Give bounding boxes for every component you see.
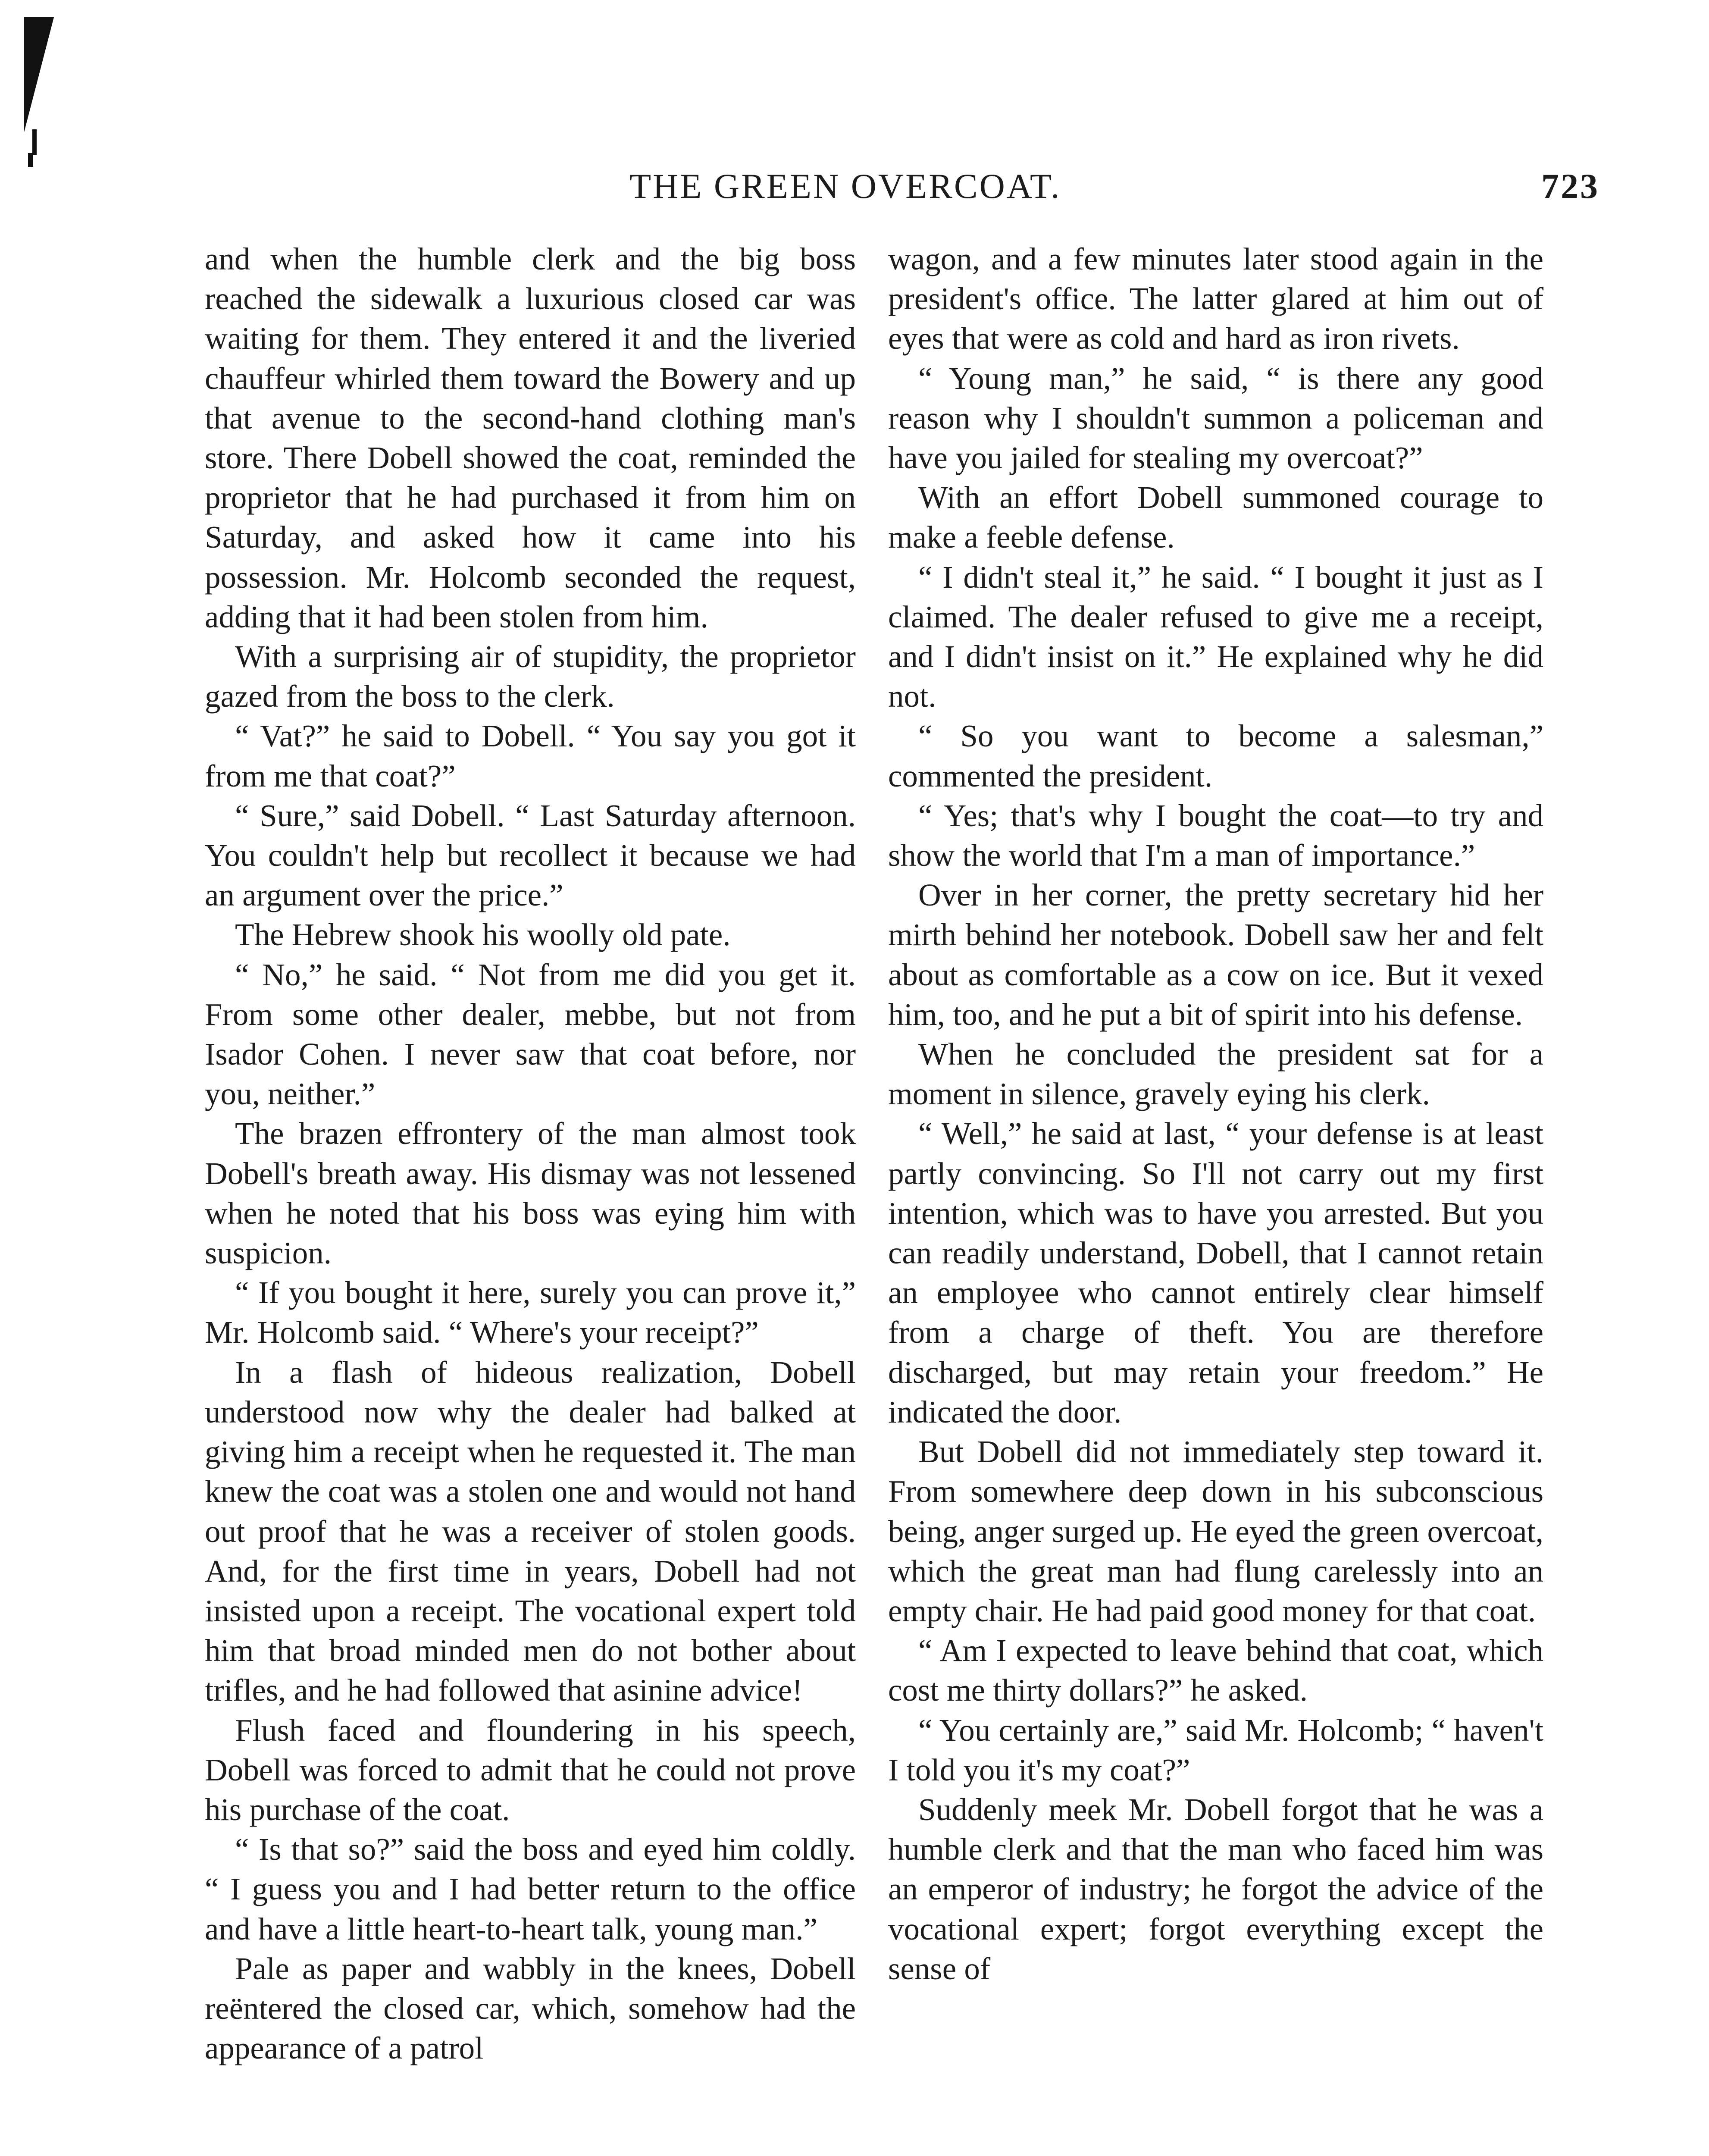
paragraph: “ So you want to become a salesman,” commented the president. bbox=[888, 718, 1543, 793]
paragraph: Pale as paper and wabbly in the knees, Dobell reëntered the closed car, which, somehow had the appearance of a patrol bbox=[205, 1951, 856, 2066]
paragraph: “ I didn't steal it,” he said. “ I bought it just as I claimed. The dealer refused to give me a receipt, and I didn't insist on it.” He explained why he did not. bbox=[888, 559, 1543, 714]
paragraph: “ Is that so?” said the boss and eyed him coldly. “ I guess you and I had better return to the office and have a little heart-to-heart talk, young man.” bbox=[205, 1832, 856, 1946]
paragraph: With an effort Dobell summoned courage to make a feeble defense. bbox=[888, 480, 1543, 555]
paragraph: “ Yes; that's why I bought the coat—to try and show the world that I'm a man of importance.” bbox=[888, 798, 1543, 873]
paragraph: The brazen effrontery of the man almost took Dobell's breath away. His dismay was not lessened when he noted that his boss was eying him with suspicion. bbox=[205, 1116, 856, 1271]
paragraph: But Dobell did not immediately step toward it. From somewhere deep down in his subconscious being, anger surged up. He eyed the green overcoat, which the great man had flung carelessly into an empty chair. He had paid good money for that coat. bbox=[888, 1434, 1543, 1628]
running-title: THE GREEN OVERCOAT. bbox=[629, 166, 1061, 206]
scan-edge-mark bbox=[32, 129, 37, 155]
paragraph: “ Young man,” he said, “ is there any good reason why I shouldn't summon a policeman and have you jailed for stealing my overcoat?” bbox=[888, 360, 1543, 476]
paragraph: Over in her corner, the pretty secretary hid her mirth behind her notebook. Dobell saw her and felt about as comfortable as a cow on ice. But it vexed him, too, and he put a bit of spirit into his defense. bbox=[888, 877, 1543, 1032]
paragraph: “ Sure,” said Dobell. “ Last Saturday afternoon. You couldn't help but recollect it because we had an argument over the price.” bbox=[205, 798, 856, 913]
right-column bbox=[888, 239, 1543, 1989]
paragraph: With a surprising air of stupidity, the proprietor gazed from the boss to the clerk. bbox=[205, 639, 856, 714]
paragraph: “ Well,” he said at last, “ your defense is at least partly convincing. So I'll not carry out my first intention, which was to have you arrested. But you can readily understand, Dobell, that I cannot retain an employee who cannot entirely clear himself from a charge of theft. You are therefore discharged, but may retain your freedom.” He indicated the door. bbox=[888, 1116, 1543, 1429]
paragraph: The Hebrew shook his woolly old pate. bbox=[235, 917, 731, 953]
scan-edge-mark bbox=[28, 153, 33, 167]
paragraph: Flush faced and floundering in his speech, Dobell was forced to admit that he could not prove his purchase of the coat. bbox=[205, 1712, 856, 1827]
paragraph: When he concluded the president sat for a moment in silence, gravely eying his clerk. bbox=[888, 1037, 1543, 1112]
paragraph: “ You certainly are,” said Mr. Holcomb; “ haven't I told you it's my coat?” bbox=[888, 1712, 1543, 1787]
paragraph: wagon, and a few minutes later stood again in the president's office. The latter glared at him out of eyes that were as cold and hard as iron rivets. bbox=[888, 241, 1543, 356]
page-number: 723 bbox=[1541, 166, 1599, 206]
paragraph: In a flash of hideous realization, Dobell understood now why the dealer had balked at giving him a receipt when he requested it. The man knew the coat was a stolen one and would not hand out proof that he was a receiver of stolen goods. And, for the first time in years, Dobell had not insisted upon a receipt. The vocational expert told him that broad minded men do not bother about trifles, and he had followed that asinine advice! bbox=[205, 1354, 856, 1708]
paragraph: “ If you bought it here, surely you can prove it,” Mr. Holcomb said. “ Where's your receipt?” bbox=[205, 1275, 856, 1350]
scan-edge-mark bbox=[24, 17, 59, 134]
left-column bbox=[205, 239, 856, 2068]
paragraph: and when the humble clerk and the big boss reached the sidewalk a luxurious closed car was waiting for them. They entered it and the liveried chauffeur whirled them toward the Bowery and up that avenue to the second-hand clothing man's store. There Dobell showed the coat, reminded the proprietor that he had purchased it from him on Saturday, and asked how it came into his possession. Mr. Holcomb seconded the request, adding that it had been stolen from him. bbox=[205, 241, 856, 634]
paragraph: Suddenly meek Mr. Dobell forgot that he was a humble clerk and that the man who faced him was an emperor of industry; he forgot the advice of the vocational expert; forgot everything except the sense of bbox=[888, 1792, 1543, 1986]
paragraph: “ Am I expected to leave behind that coat, which cost me thirty dollars?” he asked. bbox=[888, 1633, 1543, 1708]
paragraph: “ No,” he said. “ Not from me did you get it. From some other dealer, mebbe, but not from Isador Cohen. I never saw that coat before, nor you, neither.” bbox=[205, 957, 856, 1112]
paragraph: “ Vat?” he said to Dobell. “ You say you got it from me that coat?” bbox=[205, 718, 856, 793]
